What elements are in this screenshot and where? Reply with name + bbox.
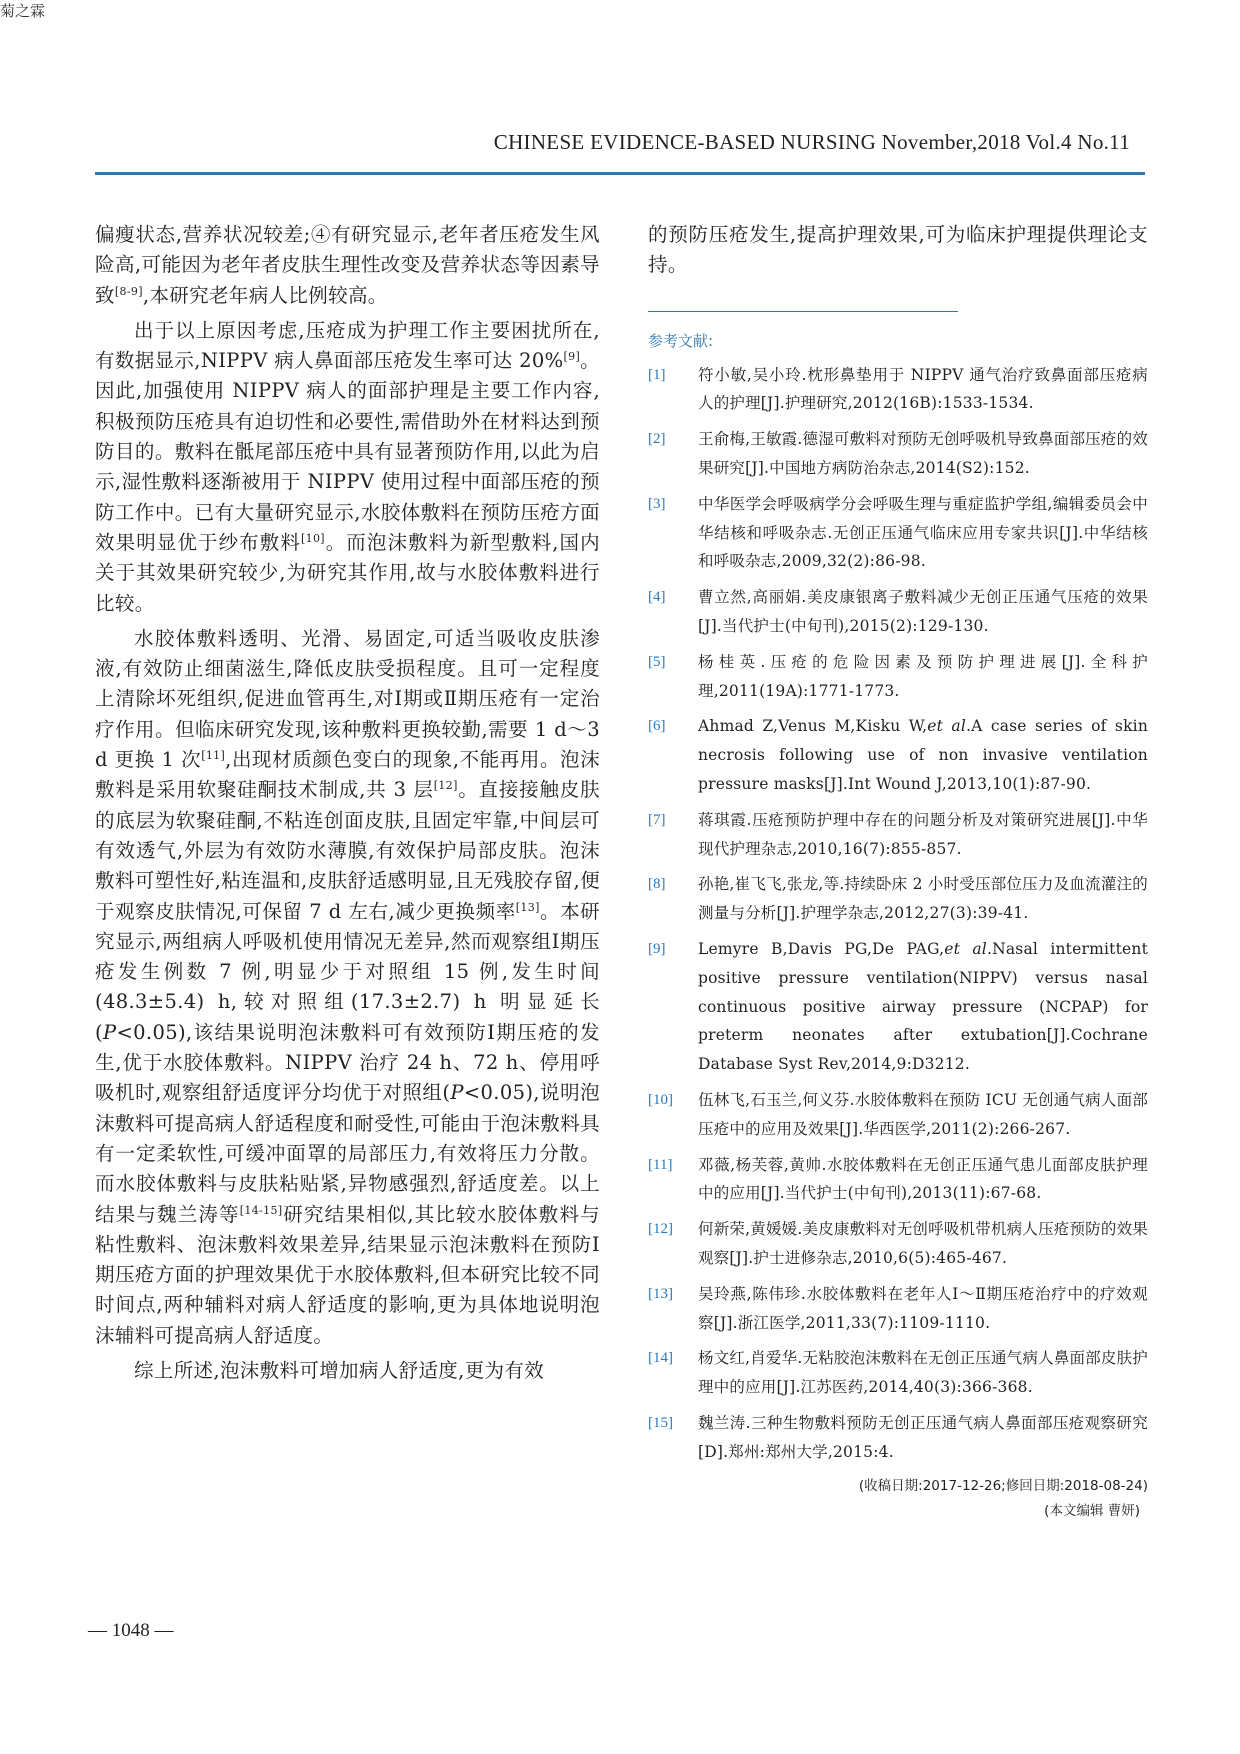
reference-number: [8]: [648, 876, 666, 893]
paragraph-text: 。直接接触皮肤的底层为软聚硅酮,不粘连创面皮肤,且固定牢靠,中间层可有效透气,外层为有效防水薄膜,有效保护局部皮肤。泡沫敷料可塑性好,粘连温和,皮肤舒适感明显,且无残胶存留,便于观察皮肤情况,可保留 7 d 左右,减少更换频率: [95, 778, 601, 923]
reference-item: [648, 935, 1148, 1079]
reference-number: [7]: [648, 811, 666, 828]
paragraph-text: 。因此,加强使用 NIPPV 病人的面部护理是主要工作内容,积极预防压疮具有迫切性和必要性,需借助外在材料达到预防目的。敷料在骶尾部压疮中具有显著预防作用,以此为启示,湿性敷料逐渐被用于 NIPPV 使用过程中面部压疮的预防工作中。已有大量研究显示,水胶体敷料在预防压疮方面效果明显优于纱布敷料: [95, 349, 600, 554]
reference-item: [648, 1344, 1148, 1402]
paragraph-text: 出于以上原因考虑,压疮成为护理工作主要困扰所在,有数据显示,NIPPV 病人鼻面部压疮发生率可达 20%: [95, 318, 600, 373]
reference-item: [648, 1086, 1148, 1144]
reference-et-al: et al: [927, 717, 966, 736]
paragraph: [95, 316, 600, 619]
reference-text: 中华医学会呼吸病学分会呼吸生理与重症监护学组,编辑委员会中华结核和呼吸杂志.无创正压通气临床应用专家共识[J].中华结核和呼吸杂志,2009,32(2):86-98.: [698, 494, 1148, 571]
reference-text: 何新荣,黄媛媛.美皮康敷料对无创呼吸机带机病人压疮预防的效果观察[J].护士进修杂志,2010,6(5):465-467.: [698, 1220, 1148, 1267]
citation-marker: [12]: [433, 779, 458, 793]
reference-number: [4]: [648, 589, 666, 606]
reference-item: [648, 1215, 1148, 1273]
left-column: [95, 220, 600, 1386]
paragraph-text: <0.05),该结果说明泡沫敷料可有效预防Ⅰ期压疮的发生,优于水胶体敷料。NIPPV 治疗 24 h、72 h、停用呼吸机时,观察组舒适度评分均优于对照组(: [95, 1020, 600, 1105]
citation-marker: [13]: [515, 900, 540, 914]
reference-text: [698, 935, 1148, 1079]
reference-item: [648, 1280, 1148, 1338]
italic-p: P: [450, 1081, 464, 1105]
references-heading: 参考文献:: [648, 331, 714, 350]
reference-item: [648, 870, 1148, 928]
right-column: [648, 220, 1148, 1523]
reference-text: 孙艳,崔飞飞,张龙,等.持续卧床 2 小时受压部位压力及血流灌注的测量与分析[J].护理学杂志,2012,27(3):39-41.: [698, 875, 1148, 923]
reference-number: [13]: [648, 1285, 673, 1302]
reference-body: .Nasal intermittent positive pressure ventilation(NIPPV) versus nasal continuous positive airway pressure (NCPAP) for preterm neonates after extubation[J].Cochrane Database Syst Rev,2014,9:D3212.: [698, 939, 1148, 1074]
reference-item: [648, 648, 1148, 706]
reference-text: 魏兰涛.三种生物敷料预防无创正压通气病人鼻面部压疮观察研究[D].郑州:郑州大学,2015:4.: [698, 1413, 1148, 1461]
reference-number: [5]: [648, 653, 666, 670]
reference-authors: Lemyre B,Davis PG,De PAG,: [698, 939, 945, 958]
paragraph-text: 偏瘦状态,营养状况较差;④有研究显示,老年者压疮发生风险高,可能因为老年者皮肤生理性改变及营养状态等因素导致: [95, 223, 600, 307]
reference-text: 杨桂英.压疮的危险因素及预防护理进展[J].全科护理,2011(19A):1771-1773.: [698, 652, 1148, 700]
paragraph-text: 研究结果相似,其比较水胶体敷料与粘性敷料、泡沫敷料效果差异,结果显示泡沫敷料在预防Ⅰ期压疮方面的护理效果优于水胶体敷料,但本研究比较不同时间点,两种辅料对病人舒适度的影响,更为具体地说明泡沫辅料可提高病人舒适度。: [95, 1202, 600, 1347]
journal-header: CHINESE EVIDENCE-BASED NURSING November,2018 Vol.4 No.11: [493, 130, 1130, 154]
reference-number: [6]: [648, 718, 666, 735]
citation-marker: [11]: [201, 749, 226, 763]
reference-body: .A case series of skin necrosis following use of non invasive ventilation pressure masks[J].Int Wound J,2013,10(1):87-90.: [698, 717, 1148, 793]
paragraph: 综上所述,泡沫敷料可增加病人舒适度,更为有效: [134, 1358, 545, 1382]
reference-number: [12]: [648, 1221, 673, 1238]
reference-text: 吴玲燕,陈伟珍.水胶体敷料在老年人Ⅰ～Ⅱ期压疮治疗中的疗效观察[J].浙江医学,2011,33(7):1109-1110.: [698, 1284, 1148, 1332]
received-revised-dates: (收稿日期:2017-12-26;修回日期:2018-08-24): [858, 1478, 1148, 1495]
reference-text: 邓薇,杨芙蓉,黄帅.水胶体敷料在无创正压通气患儿面部皮肤护理中的应用[J].当代护士(中旬刊),2013(11):67-68.: [698, 1155, 1148, 1203]
paragraph: [95, 220, 600, 311]
reference-item: [648, 806, 1148, 864]
citation-marker: [9]: [563, 350, 581, 364]
italic-p: P: [102, 1020, 117, 1044]
citation-marker: [10]: [300, 531, 325, 545]
paragraph-text: 水胶体敷料透明、光滑、易固定,可适当吸收皮肤渗液,有效防止细菌滋生,降低皮肤受损程度。且可一定程度上清除坏死组织,促进血管再生,对Ⅰ期或Ⅱ期压疮有一定治疗作用。但临床研究发现,该种敷料更换较勤,需要 1 d～3 d 更换 1 次: [95, 626, 600, 772]
reference-number: [3]: [648, 495, 666, 512]
paragraph-text: 。而泡沫敷料为新型敷料,国内关于其效果研究较少,为研究其作用,故与水胶体敷料进行比较。: [95, 530, 600, 615]
reference-item: [648, 1409, 1148, 1467]
reference-item: [648, 361, 1148, 419]
paragraph-text: ,本研究老年病人比例较高。: [142, 283, 388, 307]
reference-item: [648, 490, 1148, 576]
page-number: — 1048 —: [88, 1620, 174, 1641]
reference-number: [9]: [648, 940, 666, 957]
paragraph: [95, 624, 600, 1351]
reference-text: 曹立然,高丽娟.美皮康银离子敷料减少无创正压通气压疮的效果[J].当代护士(中旬刊),2015(2):129-130.: [698, 588, 1148, 635]
citation-marker: [14-15]: [239, 1203, 283, 1217]
reference-item: [648, 1151, 1148, 1209]
citation-marker: [8-9]: [114, 284, 143, 298]
reference-text: 王俞梅,王敏霞.德湿可敷料对预防无创呼吸机导致鼻面部压疮的效果研究[J].中国地方病防治杂志,2014(S2):152.: [698, 430, 1148, 477]
reference-number: [2]: [648, 431, 666, 448]
reference-number: [11]: [648, 1156, 673, 1173]
header-divider: [95, 172, 1145, 175]
watermark: 菊之霖: [0, 2, 46, 20]
reference-text: 蒋琪霞.压疮预防护理中存在的问题分析及对策研究进展[J].中华现代护理杂志,2010,16(7):855-857.: [698, 810, 1148, 858]
paragraph: 的预防压疮发生,提高护理效果,可为临床护理提供理论支持。: [648, 223, 1148, 277]
reference-et-al: et al: [944, 939, 987, 958]
reference-authors: Ahmad Z,Venus M,Kisku W,: [698, 717, 928, 736]
editor-credit: (本文编辑 曹妍): [1044, 1503, 1140, 1520]
paragraph-text: 。本研究显示,两组病人呼吸机使用情况无差异,然而观察组Ⅰ期压疮发生例数 7 例,明显少于对照组 15 例,发生时间(48.3±5.4) h,较对照组(17.3±2.7) h 明显延长(: [95, 899, 600, 1044]
reference-number: [14]: [648, 1350, 673, 1367]
reference-text: 符小敏,吴小玲.枕形鼻垫用于 NIPPV 通气治疗致鼻面部压疮病人的护理[J].护理研究,2012(16B):1533-1534.: [698, 365, 1148, 413]
reference-text: 伍林飞,石玉兰,何义芬.水胶体敷料在预防 ICU 无创通气病人面部压疮中的应用及效果[J].华西医学,2011(2):266-267.: [698, 1090, 1148, 1138]
reference-number: [15]: [648, 1414, 673, 1431]
reference-item: [648, 425, 1148, 483]
reference-number: [10]: [648, 1091, 673, 1108]
paragraph-text: <0.05),说明泡沫敷料可提高病人舒适程度和耐受性,可能由于泡沫敷料具有一定柔软性,可缓冲面罩的局部压力,有效将压力分散。而水胶体敷料与皮肤粘贴紧,异物感强烈,舒适度差。以上结果与魏兰涛等: [95, 1081, 600, 1226]
reference-list: [648, 361, 1148, 1467]
reference-item: [648, 583, 1148, 641]
reference-text: 杨文红,肖爱华.无粘胶泡沫敷料在无创正压通气病人鼻面部皮肤护理中的应用[J].江苏医药,2014,40(3):366-368.: [698, 1349, 1148, 1397]
paragraph-text: ,出现材质颜色变白的现象,不能再用。泡沫敷料是采用软聚硅酮技术制成,共 3 层: [95, 748, 600, 802]
reference-number: [1]: [648, 366, 666, 383]
reference-item: [648, 712, 1148, 798]
reference-text: [698, 712, 1148, 798]
references-divider: [648, 311, 958, 312]
